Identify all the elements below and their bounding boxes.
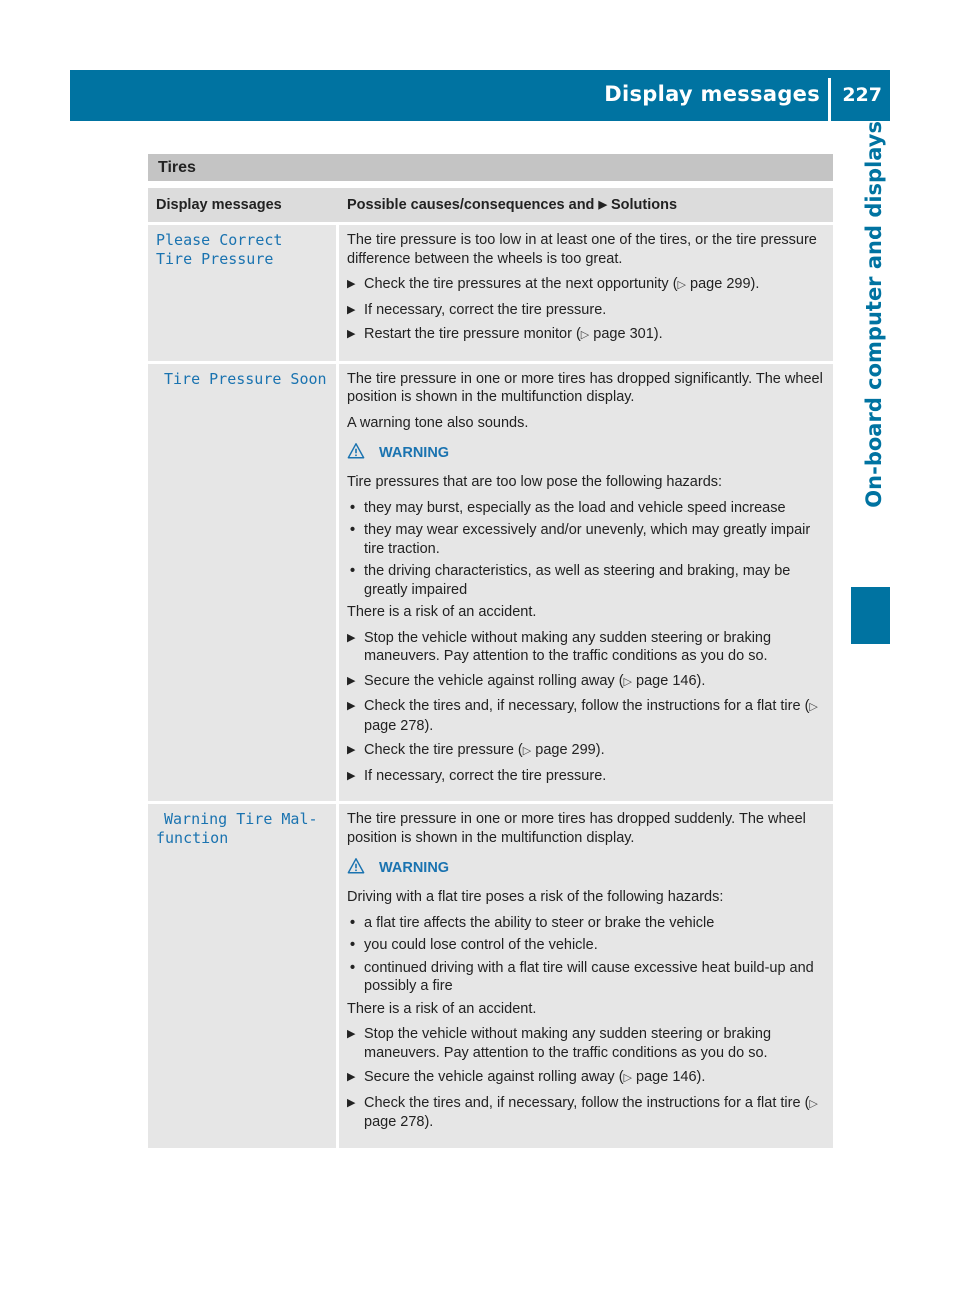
message-text: Tire Pressure xyxy=(156,250,274,268)
solution-step xyxy=(347,767,825,786)
step-text: Restart the tire pressure monitor ( xyxy=(364,326,581,342)
step-arrow-icon: ▶ xyxy=(347,744,356,756)
message-cell xyxy=(148,804,339,1151)
play-arrow-icon: ▶ xyxy=(598,199,607,211)
step-text: Secure the vehicle against rolling away ( xyxy=(364,672,624,689)
page-ref-icon: ▷ xyxy=(677,279,686,291)
solution-step xyxy=(347,741,825,761)
page-ref-link[interactable]: page 299). xyxy=(686,276,760,292)
warning-triangle-icon xyxy=(347,442,365,460)
warning-heading xyxy=(347,857,825,878)
step-arrow-icon: ▶ xyxy=(347,1096,356,1109)
page-ref-icon: ▷ xyxy=(809,1097,818,1110)
step-arrow-icon: ▶ xyxy=(347,631,356,644)
cause-text: The tire pressure in one or more tires has dropped suddenly. The wheel position is shown in the multifunction display. xyxy=(347,811,806,846)
col-header-solutions-text: Solutions xyxy=(610,197,678,213)
display-messages-table xyxy=(148,188,833,1151)
table-row xyxy=(148,225,833,364)
bullet-text: you could lose control of the vehicle. xyxy=(364,937,598,953)
page-ref-link[interactable]: page 278). xyxy=(364,717,434,734)
bullet-icon: • xyxy=(350,959,356,976)
step-text: Check the tires and, if necessary, follow the instructions for a flat tire ( xyxy=(364,1094,810,1111)
step-text: Secure the vehicle against rolling away ( xyxy=(364,1069,624,1085)
table-row xyxy=(148,364,833,805)
message-text: Please Correct xyxy=(156,231,283,249)
page-ref-icon: ▷ xyxy=(580,329,590,341)
bullet-text: continued driving with a flat tire will cause excessive heat build-up and possibly a fire xyxy=(364,959,814,994)
page-ref-link[interactable]: page 301). xyxy=(589,326,663,342)
step-arrow-icon: ▶ xyxy=(347,278,356,290)
solution-step xyxy=(347,275,825,295)
table-row xyxy=(148,804,833,1151)
page-ref-link[interactable]: page 278). xyxy=(364,1114,434,1130)
cause-text: A warning tone also sounds. xyxy=(347,414,529,431)
chapter-tab-label: On-board computer and displays xyxy=(862,121,886,508)
message-text: Warning Tire Mal‐ xyxy=(164,810,318,828)
solution-cell xyxy=(339,225,833,364)
page-ref-icon: ▷ xyxy=(809,701,818,713)
hazard-bullet xyxy=(347,562,825,599)
solution-step xyxy=(347,697,825,735)
col-header-solutions xyxy=(339,188,833,225)
solution-step xyxy=(347,629,825,666)
message-text: Tire Pressure Soon xyxy=(164,369,327,388)
warning-triangle-icon xyxy=(347,857,365,875)
solution-step xyxy=(347,1025,825,1062)
page-ref-link[interactable]: page 299). xyxy=(531,742,605,758)
step-arrow-icon: ▶ xyxy=(347,1071,356,1083)
bullet-icon: • xyxy=(350,499,356,516)
table-header-row xyxy=(148,188,833,225)
page-ref-link[interactable]: page 146). xyxy=(632,1069,706,1085)
bullet-icon: • xyxy=(350,937,356,953)
solution-step xyxy=(347,301,825,320)
col-header-messages: Display messages xyxy=(148,188,339,225)
chapter-tab xyxy=(843,121,890,587)
warning-label: WARNING xyxy=(379,860,450,876)
step-arrow-icon: ▶ xyxy=(347,700,356,712)
step-arrow-icon: ▶ xyxy=(347,674,356,687)
step-text: Check the tire pressures at the next opportunity ( xyxy=(364,276,678,292)
warning-label: WARNING xyxy=(379,445,450,461)
risk-text: There is a risk of an accident. xyxy=(347,604,537,620)
hazard-bullet xyxy=(347,499,825,518)
col-header-causes-text: Possible causes/consequences and xyxy=(347,197,595,213)
step-arrow-icon: ▶ xyxy=(347,303,356,316)
hazard-bullet xyxy=(347,521,825,558)
step-text: Check the tires and, if necessary, follow the instructions for a flat tire ( xyxy=(364,698,810,714)
page-ref-icon: ▷ xyxy=(522,745,532,757)
solution-cell xyxy=(339,804,833,1151)
step-arrow-icon: ▶ xyxy=(347,1028,356,1040)
solution-cell xyxy=(339,364,833,805)
bullet-icon: • xyxy=(350,522,356,538)
bullet-icon: • xyxy=(350,563,356,579)
hazard-bullet xyxy=(347,914,825,933)
section-title: Tires xyxy=(148,154,833,181)
step-arrow-icon: ▶ xyxy=(347,328,356,340)
warning-text: Tire pressures that are too low pose the following hazards: xyxy=(347,474,723,490)
solution-step xyxy=(347,672,825,692)
message-cell xyxy=(148,364,339,805)
warning-heading xyxy=(347,442,825,463)
warning-text: Driving with a flat tire poses a risk of the following hazards: xyxy=(347,889,724,905)
bullet-text: a flat tire affects the ability to steer or brake the vehicle xyxy=(364,914,715,931)
header-title: Display messages xyxy=(604,82,820,106)
message-text: function xyxy=(156,829,229,847)
risk-text: There is a risk of an accident. xyxy=(347,1000,537,1017)
page-ref-icon: ▷ xyxy=(623,1072,632,1084)
page-ref-icon: ▷ xyxy=(623,675,632,688)
hazard-bullet xyxy=(347,959,825,996)
step-text: Stop the vehicle without making any sudden steering or braking maneuvers. Pay attention to the traffic conditions as you do so. xyxy=(364,1026,772,1061)
step-text: Stop the vehicle without making any sudden steering or braking maneuvers. Pay attention to the traffic conditions as you do so. xyxy=(364,629,772,664)
bullet-text: the driving characteristics, as well as steering and braking, may be greatly impaired xyxy=(364,563,791,598)
bullet-icon: • xyxy=(350,914,356,931)
step-arrow-icon: ▶ xyxy=(347,769,356,782)
page-header xyxy=(70,70,890,121)
chapter-tab-marker xyxy=(851,587,890,644)
solution-step xyxy=(347,325,825,345)
page-ref-link[interactable]: page 146). xyxy=(632,672,706,689)
step-text: If necessary, correct the tire pressure. xyxy=(364,767,607,784)
cause-text: The tire pressure in one or more tires has dropped significantly. The wheel position is shown in the multifunction display. xyxy=(347,370,823,405)
message-cell xyxy=(148,225,339,364)
step-text: If necessary, correct the tire pressure. xyxy=(364,301,607,318)
header-divider xyxy=(828,78,831,121)
cause-text: The tire pressure is too low in at least one of the tires, or the tire pressure difference between the wheels is too great. xyxy=(347,232,817,267)
solution-step xyxy=(347,1094,825,1132)
solution-step xyxy=(347,1068,825,1088)
hazard-bullet xyxy=(347,936,825,955)
bullet-text: they may burst, especially as the load and vehicle speed increase xyxy=(364,499,786,516)
step-text: Check the tire pressure ( xyxy=(364,742,523,758)
page-number: 227 xyxy=(842,84,882,106)
bullet-text: they may wear excessively and/or unevenly, which may greatly impair tire traction. xyxy=(364,522,811,557)
